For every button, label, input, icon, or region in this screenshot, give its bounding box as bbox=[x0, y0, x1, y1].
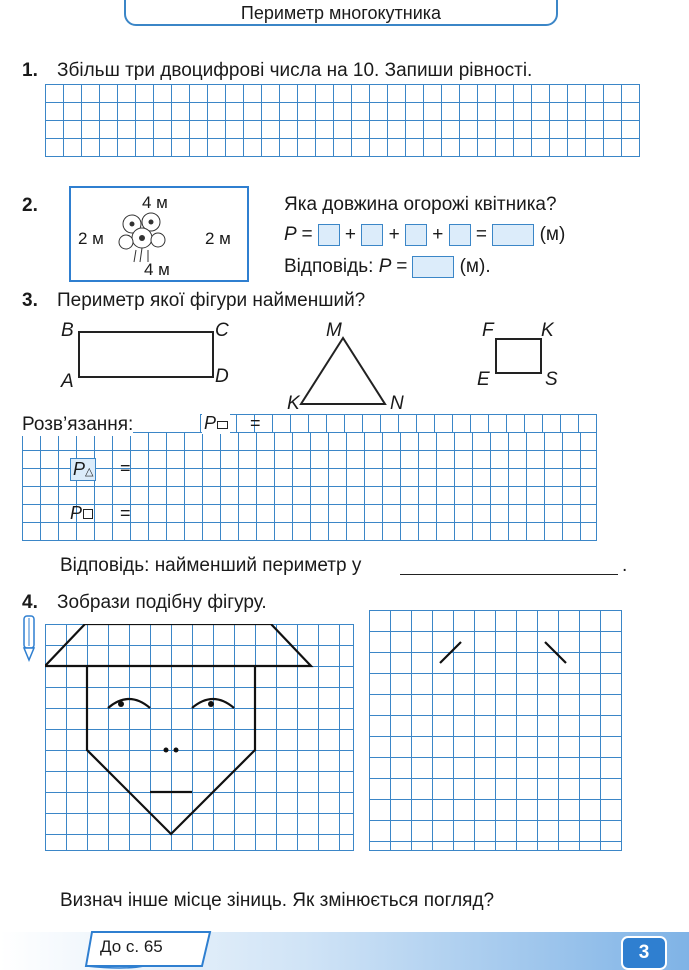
task-2-answer bbox=[284, 256, 491, 278]
plus-sign: + bbox=[344, 224, 357, 246]
vertex-k: K bbox=[287, 393, 300, 414]
answer-period: . bbox=[622, 555, 628, 576]
p-rect-row bbox=[202, 413, 230, 434]
task-4-question: Визнач інше місце зіниць. Як змінюється погляд? bbox=[60, 890, 495, 911]
task-4-number: 4. bbox=[22, 592, 38, 613]
formula-box-3[interactable] bbox=[405, 224, 427, 246]
face-drawing bbox=[45, 624, 355, 852]
answer-line[interactable] bbox=[400, 574, 618, 575]
task-1-text: Збільш три двоцифрові числа на 10. Запиши рівності. bbox=[57, 60, 533, 81]
page-number-badge bbox=[621, 936, 667, 970]
triangle-mkn bbox=[298, 336, 388, 408]
pencil-icon bbox=[20, 614, 38, 662]
square-icon bbox=[83, 509, 93, 519]
page-title-text: Периметр многокутника bbox=[240, 3, 442, 23]
garden-right-label: 2 м bbox=[205, 229, 231, 248]
p-triangle-row bbox=[70, 458, 96, 481]
rectangle-abcd bbox=[78, 331, 214, 378]
formula-box-4[interactable] bbox=[449, 224, 471, 246]
vertex-e: E bbox=[477, 369, 490, 390]
flowers-icon bbox=[114, 208, 170, 264]
p-label: P bbox=[73, 459, 86, 479]
vertex-k2: K bbox=[541, 320, 554, 341]
perimeter-formula bbox=[284, 224, 565, 246]
vertex-m: M bbox=[326, 320, 342, 341]
equals-sign: = bbox=[475, 224, 488, 246]
task-1-answer-grid[interactable] bbox=[45, 84, 640, 157]
answer-p-label: P = bbox=[378, 256, 408, 278]
garden-left-label: 2 м bbox=[78, 229, 104, 248]
formula-box-2[interactable] bbox=[361, 224, 383, 246]
triangle-icon: △ bbox=[85, 466, 94, 478]
p-label: P bbox=[204, 413, 217, 433]
answer-unit: (м). bbox=[459, 256, 491, 278]
p-rect-eq: = bbox=[250, 413, 261, 433]
rectangle-icon bbox=[217, 421, 228, 429]
task-3-number: 3. bbox=[22, 290, 38, 311]
p-triangle-eq: = bbox=[120, 458, 131, 478]
plus-sign: + bbox=[432, 224, 444, 246]
formula-result-box[interactable] bbox=[492, 224, 534, 246]
vertex-n: N bbox=[390, 393, 404, 414]
garden-bottom-label: 4 м bbox=[144, 260, 170, 279]
garden-top-label: 4 м bbox=[142, 193, 168, 212]
page-number: 3 bbox=[638, 942, 650, 963]
task-2-number: 2. bbox=[22, 195, 38, 216]
page-reference: До с. 65 bbox=[100, 937, 163, 956]
formula-p-label: P = bbox=[284, 224, 313, 246]
vertex-a: A bbox=[61, 371, 74, 392]
vertex-s: S bbox=[545, 369, 558, 390]
answer-box[interactable] bbox=[412, 256, 454, 278]
page-title bbox=[124, 0, 558, 26]
vertex-b: B bbox=[61, 320, 74, 341]
task-1-number: 1. bbox=[22, 60, 38, 81]
square-fkse bbox=[495, 338, 542, 374]
plus-sign: + bbox=[388, 224, 400, 246]
p-square-row bbox=[70, 503, 93, 524]
task-2-question: Яка довжина огорожі квітника? bbox=[284, 194, 557, 215]
vertex-d: D bbox=[215, 366, 229, 387]
task-4-text: Зобрази подібну фігуру. bbox=[57, 592, 267, 613]
task-3-text: Периметр якої фігури найменший? bbox=[57, 290, 366, 311]
unit-label: (м) bbox=[539, 224, 566, 246]
p-label: P bbox=[70, 503, 83, 523]
solution-label: Розв’язання: bbox=[22, 414, 134, 435]
answer-prefix: Відповідь: bbox=[284, 256, 374, 278]
solution-grid[interactable] bbox=[22, 432, 597, 541]
vertex-f: F bbox=[482, 320, 494, 341]
drawing-start-lines bbox=[369, 610, 623, 852]
vertex-c: C bbox=[215, 320, 229, 341]
formula-box-1[interactable] bbox=[318, 224, 340, 246]
task-3-answer: Відповідь: найменший периметр у bbox=[60, 555, 362, 576]
p-square-eq: = bbox=[120, 503, 131, 523]
